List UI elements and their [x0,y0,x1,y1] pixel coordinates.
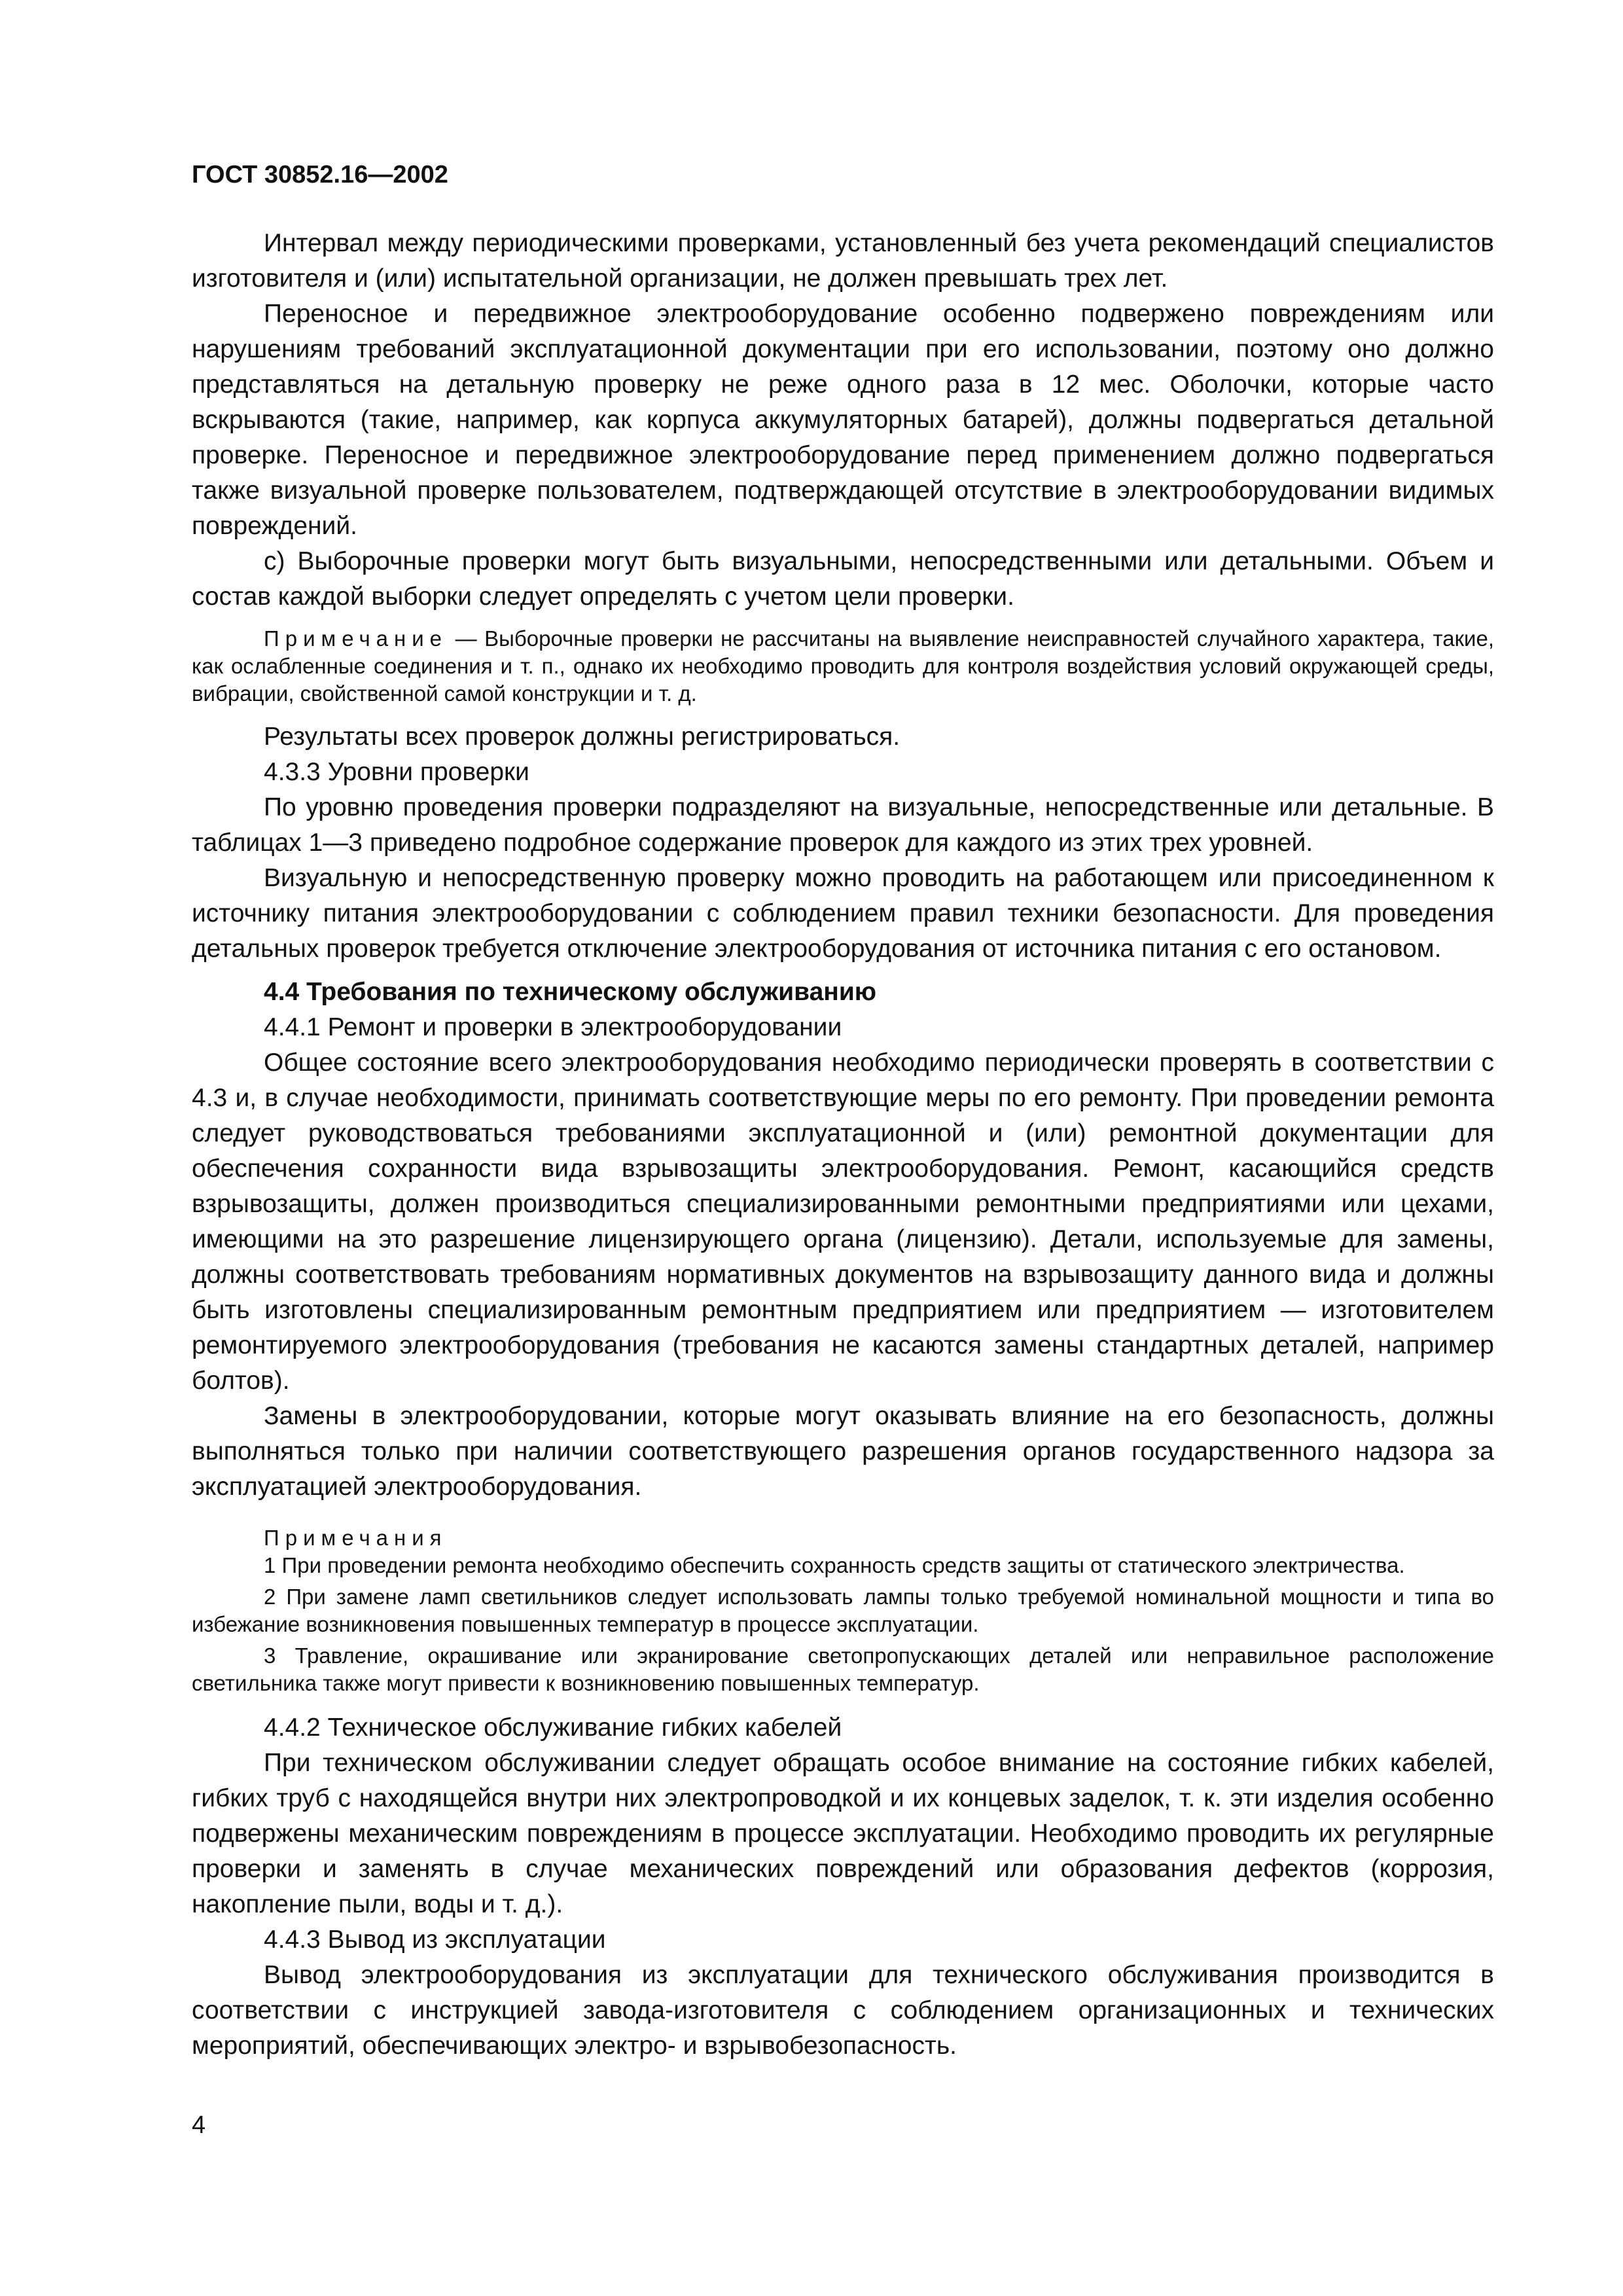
page-number: 4 [192,2111,206,2139]
paragraph: Общее состояние всего электрооборудования необходимо периодически проверять в соответствии с 4.3 и, в случае необходимости, принимать соответствующие меры по его ремонту. При проведении ремонта следует руководствоваться требованиями эксплуатационной и (или) ремонтной документации для обеспечения сохранности вида взрывозащиты электрооборудования. Ремонт, касающийся средств взрывозащиты, должен производиться специализированными ремонтными предприятиями или цехами, имеющими на это разрешение лицензирующего органа (лицензию). Детали, используемые для замены, должны соответствовать требованиям нормативных документов на взрывозащиту данного вида и должны быть изготовлены специализированным ремонтным предприятием или предприятием — изготовителем ремонтируемого электрооборудования (требования не касаются замены стандартных деталей, например болтов). [192,1049,1494,1395]
subsection-heading: 4.4.3 Вывод из эксплуатации [264,1926,606,1954]
notes [192,1524,1494,1697]
note-label: Примечание [264,626,448,651]
paragraph: Вывод электрооборудования из эксплуатации для технического обслуживания производится в соответствии с инструкцией завода-изготовителя с соблюдением организационных и технических мероприятий, обеспечивающих электро- и взрывобезопасность. [192,1961,1494,2060]
paragraph: При техническом обслуживании следует обращать особое внимание на состояние гибких кабелей, гибких труб с находящейся внутри них электропроводкой и их концевых заделок, т. к. эти изделия особенно подвержены механическим повреждениям в процессе эксплуатации. Необходимо проводить их регулярные проверки и заменять в случае механических повреждений или образования дефектов (коррозия, накопление пыли, воды и т. д.). [192,1749,1494,1918]
paragraph: с) Выборочные проверки могут быть визуальными, непосредственными или детальными. Объем и состав каждой выборки следует определять с учетом цели проверки. [192,547,1494,611]
note-text: — Выборочные проверки не рассчитаны на выявление неисправностей случайного характера, такие, как ослабленные соединения и т. п., однако их необходимо проводить для контроля воздействия условий окружающей среды, вибрации, свойственной самой конструкции и т. д. [192,626,1494,706]
paragraph: По уровню проведения проверки подразделяют на визуальные, непосредственные или детальные. В таблицах 1—3 приведено подробное содержание проверок для каждого из этих трех уровней. [192,793,1494,857]
subsection-heading: 4.4.1 Ремонт и проверки в электрооборудовании [264,1013,842,1041]
note-item: 1 При проведении ремонта необходимо обеспечить сохранность средств защиты от статического электричества. [264,1553,1405,1577]
page-body [192,226,1494,2064]
document-id: ГОСТ 30852.16—2002 [192,161,448,188]
subsection-heading: 4.3.3 Уровни проверки [264,758,529,786]
paragraph: Результаты всех проверок должны регистрироваться. [264,723,901,751]
paragraph: Визуальную и непосредственную проверку можно проводить на работающем или присоединенном к источнику питания электрооборудовании с соблюдением правил техники безопасности. Для проведения детальных проверок требуется отключение электрооборудования от источника питания с его остановом. [192,864,1494,963]
note [192,625,1494,708]
paragraph: Замены в электрооборудовании, которые могут оказывать влияние на его безопасность, должны выполняться только при наличии соответствующего разрешения органов государственного надзора за эксплуатацией электрооборудования. [192,1402,1494,1501]
paragraph: Переносное и передвижное электрооборудование особенно подвержено повреждениям или нарушениям требований эксплуатационной документации при его использовании, поэтому оно должно представляться на детальную проверку не реже одного раза в 12 мес. Оболочки, которые часто вскрываются (такие, например, как корпуса аккумуляторных батарей), должны подвергаться детальной проверке. Переносное и передвижное электрооборудование перед применением должно подвергаться также визуальной проверке пользователем, подтверждающей отсутствие в электрооборудовании видимых повреждений. [192,300,1494,540]
subsection-heading: 4.4.2 Техническое обслуживание гибких кабелей [264,1713,842,1742]
notes-title: Примечания [264,1526,448,1550]
section-heading: 4.4 Требования по техническому обслуживанию [264,978,877,1006]
paragraph: Интервал между периодическими проверками, установленный без учета рекомендаций специалистов изготовителя и (или) испытательной организации, не должен превышать трех лет. [192,229,1494,293]
note-item: 2 При замене ламп светильников следует использовать лампы только требуемой номинальной мощности и типа во избежание возникновения повышенных температур в процессе эксплуатации. [192,1585,1494,1636]
note-item: 3 Травление, окрашивание или экранирование светопропускающих деталей или неправильное расположение светильника также могут привести к возникновению повышенных температур. [192,1643,1494,1695]
